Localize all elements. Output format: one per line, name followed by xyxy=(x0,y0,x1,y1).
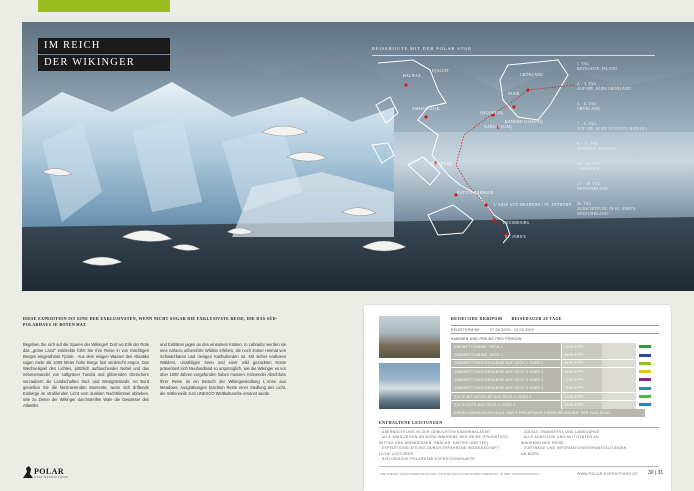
article-lead: DIESE EXPEDITION IST EINE DER EXKLUSIVSTEN, WENN NICHT SOGAR DIE EXKLUSIVSTE REISE, DIE DAS SÜD-POLARHAUS JE BOTEN HAT. xyxy=(23,316,278,328)
price-table-header xyxy=(451,316,659,323)
hero-title-line-2: DER WIKINGER xyxy=(38,55,170,71)
color-swatch xyxy=(639,362,651,365)
map-label-battle-harbour: BATTLE HARBOUR xyxy=(457,191,494,195)
iceberg-photo xyxy=(379,363,440,409)
ship-photo xyxy=(379,316,440,358)
hero-title-line-1: IM REICH xyxy=(38,38,170,54)
footer-rule xyxy=(379,466,659,467)
table-row: SUITE MIT SITZECKE AUF DECK 2 ODER 3 8325 €/PPI xyxy=(451,393,659,401)
map-label-hopedale: HOPEDALE xyxy=(430,162,452,166)
included-list-a: · ÜBERNACHTUNG IN DER GEBUCHTEN KABINENKLASSE · ALLE MAHLZEITEN AN BORD WÄHREND DER REISE (FRÜHSTÜCK, MITTAG UND ABENDESSEN, SNACKS, KAFFEE UND TEE) · EXPEDITIONSLEITUNG DURCH ERFAHRENE WISSENSCHAFT- LICHE LEKTOREN · HISTORISCHE POLARSTAR EXPEDITIONSKARTE xyxy=(379,430,510,462)
article-column-2: und Eisbären jagen an den einsamen Küsten. In Labrador werden sie eine nahezu unberührte Wildnis erleben, die noch immer Heimat von Schwarzbären und riesigen Karibuherden ist. Mit sicher endlosen Wäldern, unzähligen Seen und einer wild gezackten Küste präsentiert sich Neufundland so ursprünglich, wie die Wikinger es vor über 1000 Jahren vorgefunden haben müssen. Krönender Abschluss Ihrer Reise ist ein Besuch der Wikingersiedlung L´Anse aux Meadows. Ausgrabungen brachten Reste einer Siedlung ans Licht, die mittlerweile zum UNESCO Weltkulturerbe ernannt wurde. xyxy=(160,342,286,396)
map-label-narsarsuaq: NARSARSUAQ xyxy=(484,125,512,129)
website-link[interactable]: WWW.POLAR-EXPEDITIONS.DE xyxy=(577,472,639,476)
itinerary-item: 7. - 8. TAG AUF SEE, KURS NUNAVUT, KANADA xyxy=(577,122,648,132)
map-label-nuuk: NUUK xyxy=(508,92,520,96)
color-swatch xyxy=(639,387,651,390)
logo-subline: STAR EXPEDITIONS xyxy=(34,476,69,479)
map-label-kangerlussuaq: KANGER-LUSSUAQ xyxy=(505,120,543,124)
logo-wordmark: POLAR xyxy=(34,467,64,476)
itinerary-item: 17. - 19. TAG NEUFUNDLAND xyxy=(577,182,608,192)
included-services-title: ENTHALTENE LEISTUNGEN xyxy=(379,421,443,425)
table-row: ZWEIBETTFENSTERKABINE AUF DECK 3 ODER 4 7995 €/PPI xyxy=(451,384,659,392)
itinerary-item: 2. - 3. TAG AUF SEE, KURS GRÖNLAND xyxy=(577,82,631,92)
price-table-dates xyxy=(451,325,659,334)
itinerary-item: 20. TAG AUSSCHIFFUNG IN ST. JOHN'S, NEUFUNDLAND xyxy=(577,202,637,217)
map-label-halifax: HALIFAX xyxy=(403,74,422,78)
table-row: ZWEIBETTFENSTERKABINE AUF DECK 3 ODER 4 6595 €/PPI xyxy=(451,368,659,376)
article-column-1: Begeben Sie sich auf die Spuren der Wikinger! Dort wo Erik der Rote das „grüne Land“ entdeckte führt Sie Ihre Reise in von mächtigen Bergen eingerahmte Fjorde . Aus dem eisigen Wasser des Atlantiks ragen mehr als 1000 Meter hohe Berge fast senkrecht empor. Das Wechselspiel des Lichtes, plötzlich auftauchender Nebel und das nebeneinander von saftgrüner Tundra und glitzernden Gletschern verzaubern die Landschaften Süd- und Westgrönlands. An Bord genießen Sie die faszinierenden Momente, wenn sich driftende Eisberge im strahlenden Licht vom dunklen Nachthimmel abheben. Wie zu Zeiten der Wikinger durchstreifen Wale die Gewässer des Atlantiks xyxy=(23,342,149,408)
table-row: SUITE DUTE AUF DECK 2 ODER 3 8945 €/PPI xyxy=(451,401,659,409)
included-rule xyxy=(379,427,659,428)
page-number: 30 | 31 xyxy=(648,470,664,476)
itinerary-item: 9. - 11. TAG NUNAVUT, KANADA xyxy=(577,142,617,152)
dates-label: REISETERMINE xyxy=(451,327,481,332)
map-title: REISEROUTE MIT DER POLAR STAR xyxy=(372,46,472,51)
table-row: ZWEIBETTKABINE, DECK 1 5545 €/PPI xyxy=(451,351,659,359)
color-swatch xyxy=(639,395,651,398)
itinerary-item: 1. TAG REYKJAVIK, ISLAND xyxy=(577,62,618,72)
color-swatch xyxy=(639,403,651,406)
color-swatch xyxy=(639,345,651,348)
map-label-louisbourg: LOUISBOURG xyxy=(503,221,530,225)
table-row: DREIBETTKABINE, DECK 1 4825 €/PPI xyxy=(451,343,659,351)
map-label-iqaluit: IQALUIT xyxy=(432,69,450,73)
table-row: ZWEIBETTFENSTERKABINE AUF DECK 1 ODER 2 6195 €/PPI xyxy=(451,360,659,368)
color-swatch xyxy=(639,378,651,381)
map-label-st-johns: ST. JOHN'S xyxy=(505,235,527,239)
category-header: KABINEN UND PREISE PRO PERSON xyxy=(451,337,522,341)
color-swatch xyxy=(639,354,651,357)
map-label-qaqortoq: QAQORTOQ xyxy=(480,111,503,115)
map-label-groenland: GRÖNLAND xyxy=(520,73,544,77)
table-row: ZWEIBETTFENSTERKABINE AUF DECK 3 ODER 4 7235 €/PPI xyxy=(451,376,659,384)
itinerary-item: 12. - 16. TAG LABRADOR xyxy=(577,162,601,172)
reisedauer-label: REISEDAUER 20 TAGE xyxy=(511,316,562,321)
color-swatch xyxy=(639,370,651,373)
map-label-ammassalik: AMMASSALIK xyxy=(412,107,440,111)
reisecode-label: REISECODE DKBIPO09 xyxy=(451,316,503,321)
map-label-lanse-aux-meadows: L'ANSE AUX MEADOWS / ST. ANTHONY xyxy=(494,203,572,207)
dates-value: 27.08.2009 - 15.09.2009 xyxy=(490,327,534,332)
itinerary-item: 4. - 6. TAG GRÖNLAND xyxy=(577,102,600,112)
price-table xyxy=(451,316,659,418)
footnote: * BEI DIESEN LEISTUNGEN ERHALTEN SIE EINE DETAILLIERTE BESCHREIBUNG IN DER TARIFFORDERUNG xyxy=(379,473,540,476)
top-accent-bar xyxy=(38,0,170,12)
table-row-surcharge: EINZELKABINENZUSCHLAG 1500 € PREISFRAGE EINZELBELEGUNG: 90% ZUSCHLAG xyxy=(451,409,659,417)
included-list-b: · ZODIAC-TRANSFERS UND LANDGÄNGE · ALLE AUSFLÜGE UND AKTIVITÄTEN AN WÄHREND DER REISE · VORTRÄGE UND INFORMATIONSVERANSTALTUNGEN AN BORD xyxy=(521,430,627,456)
